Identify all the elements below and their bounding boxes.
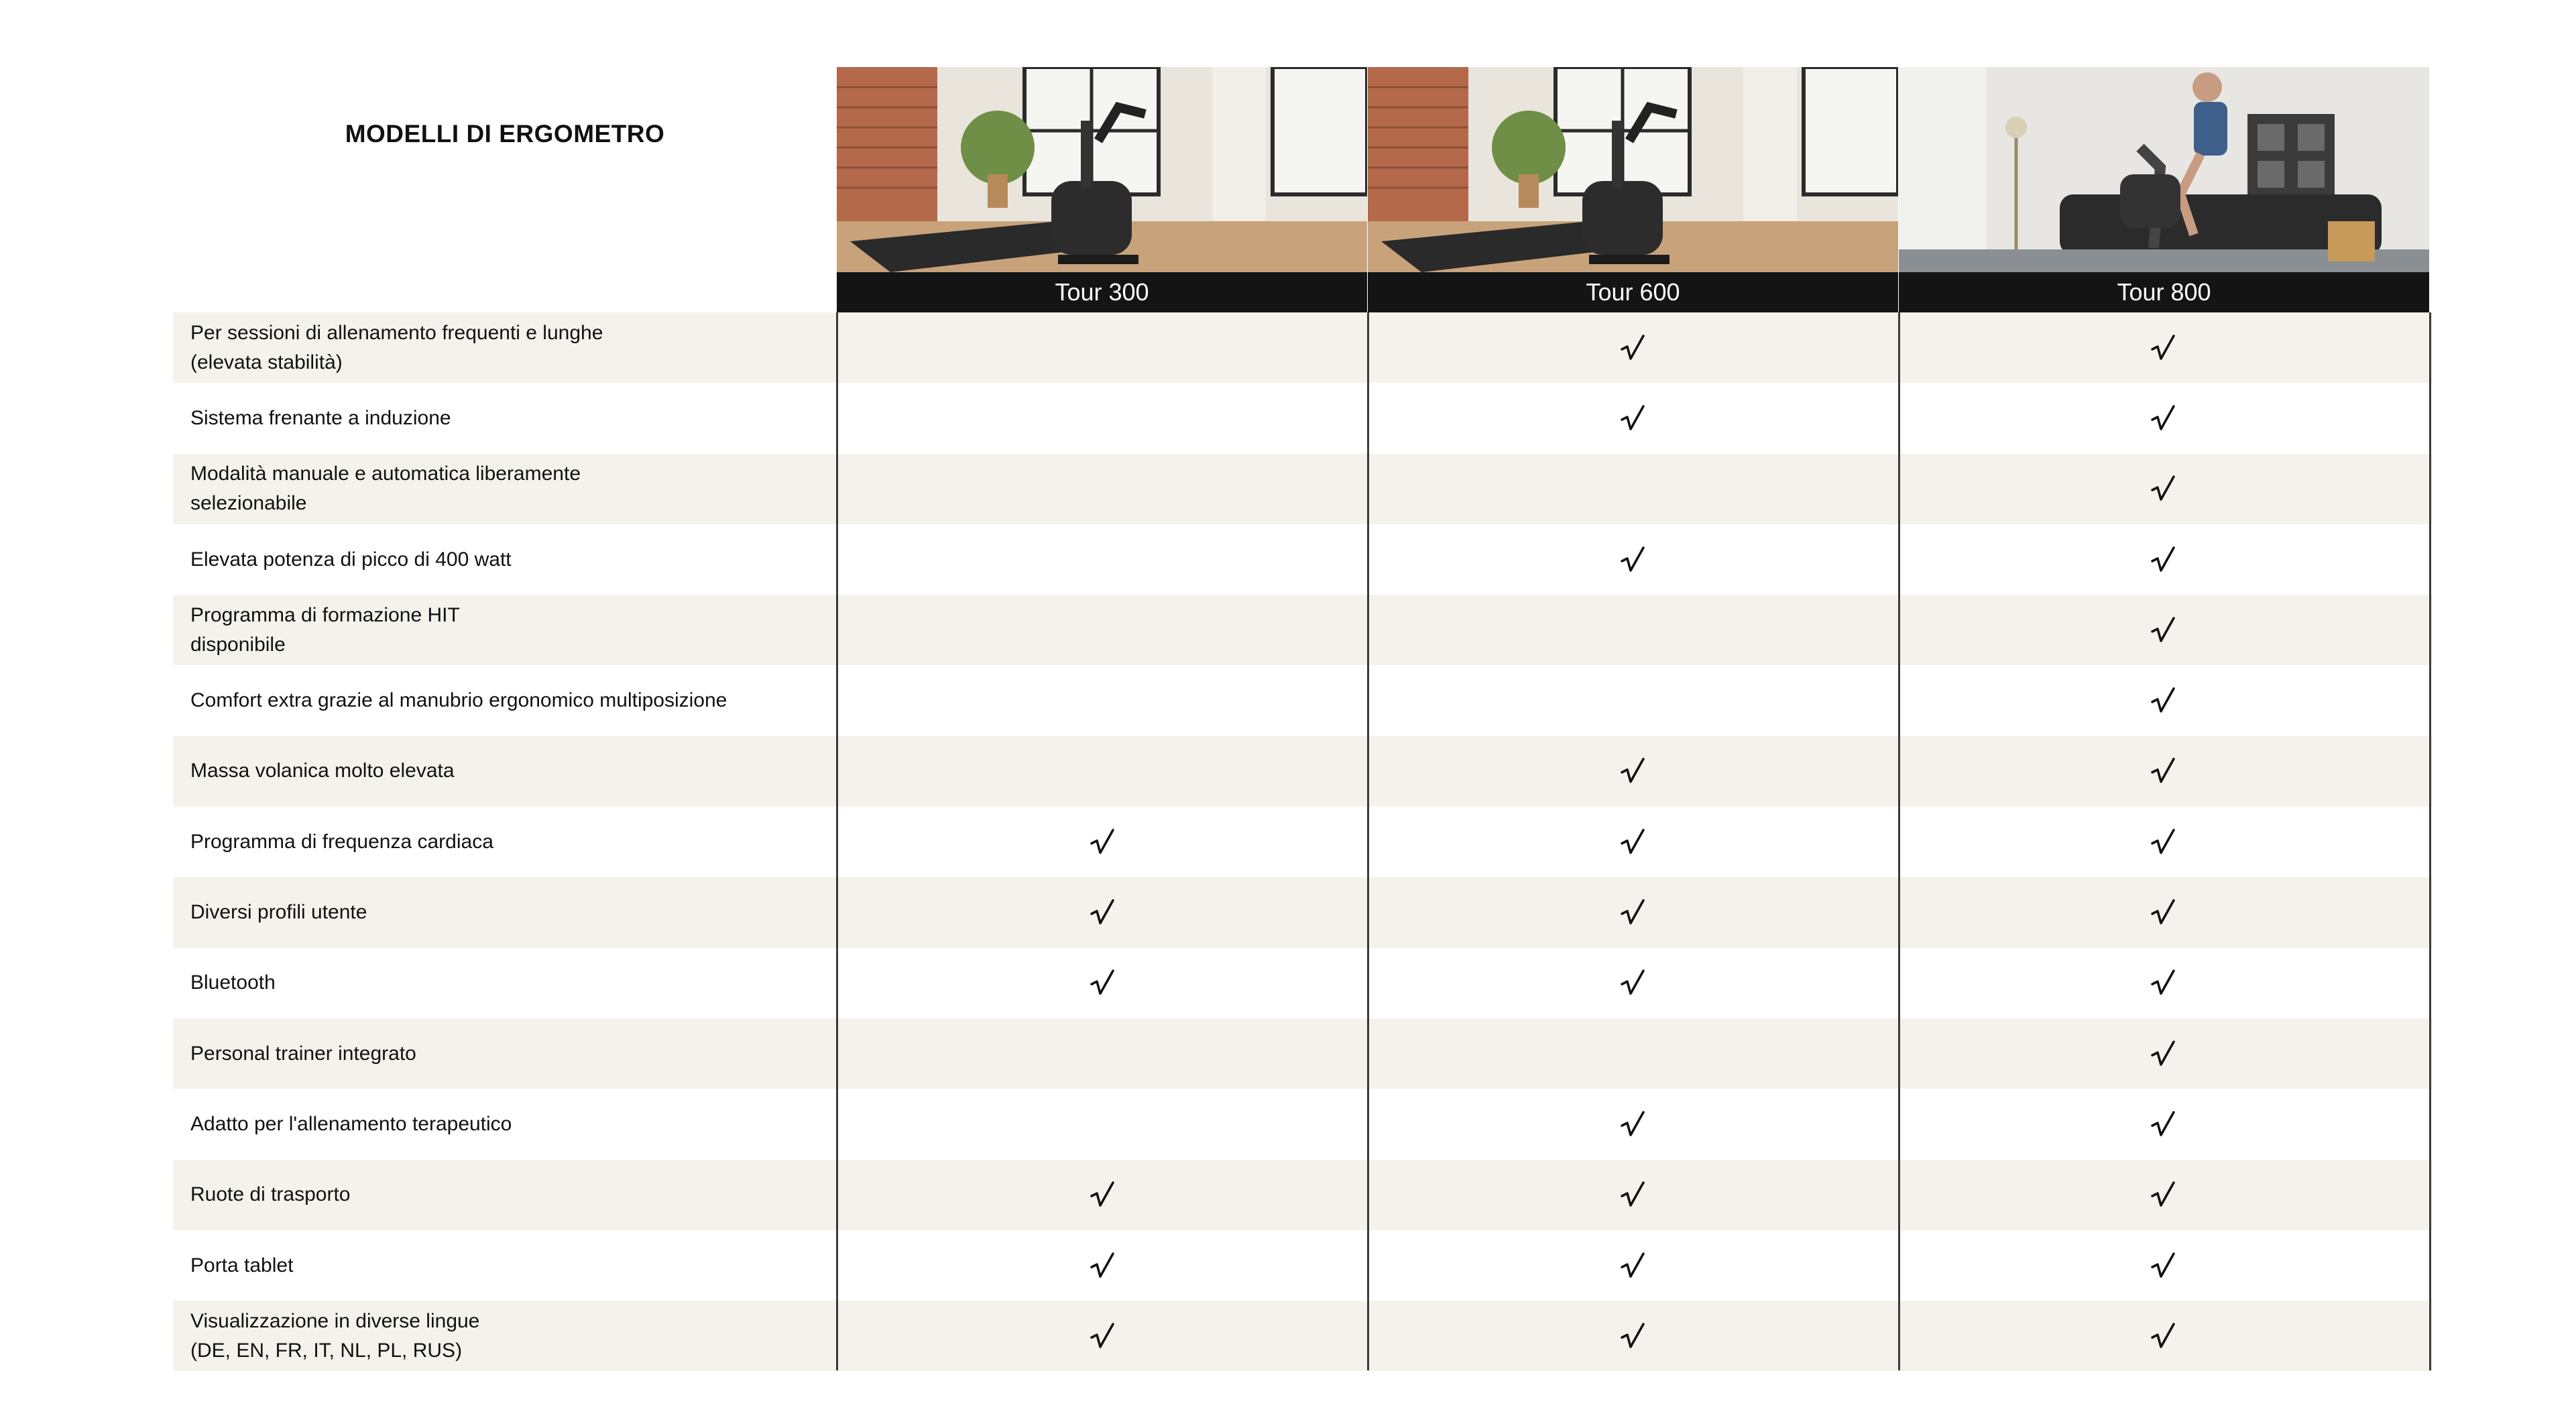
feature-row [173,1301,2433,1371]
checkmark-icon [1618,333,1647,363]
checkmark-icon [2148,686,2178,715]
feature-label: Per sessioni di allenamento frequenti e lunghe (elevata stabilità) [190,321,603,373]
checkmark-icon [2148,545,2178,575]
feature-cell-model-2 [1367,524,1897,595]
checkmark-icon [2148,1321,2178,1351]
feature-label: Elevata potenza di picco di 400 watt [190,548,512,571]
feature-cell-model-1 [837,1018,1367,1089]
feature-row [173,665,2433,735]
checkmark-icon [1088,1180,1117,1209]
model-photo-tour-600 [1368,67,1898,272]
feature-cell-model-2 [1367,383,1897,453]
checkmark-icon [2148,756,2178,786]
feature-label: Diversi profili utente [190,901,367,924]
feature-cell-model-2 [1367,1301,1897,1371]
checkmark-icon [2148,1251,2178,1281]
feature-cell-model-3 [1897,1089,2428,1159]
feature-cell-model-1 [837,524,1367,595]
feature-row [173,807,2433,877]
feature-cell-model-2 [1367,1089,1897,1159]
feature-label: Adatto per l'allenamento terapeutico [190,1112,512,1135]
feature-cell-model-2 [1367,807,1897,877]
feature-cell-model-3 [1897,1018,2428,1089]
feature-cell-model-3 [1897,595,2428,665]
feature-cell-model-3 [1897,877,2428,947]
feature-cell-model-1 [837,454,1367,524]
checkmark-icon [1618,1110,1647,1139]
column-divider [1898,312,1900,1370]
feature-row [173,524,2433,595]
feature-table [173,312,2433,1371]
checkmark-icon [1618,756,1647,786]
feature-label: Bluetooth [190,971,276,994]
feature-cell-model-1 [837,1301,1367,1371]
feature-cell-model-1 [837,665,1367,735]
model-column-tour-300 [837,67,1367,312]
feature-label: Sistema frenante a induzione [190,406,451,429]
feature-label: Personal trainer integrato [190,1042,416,1065]
feature-cell-model-2 [1367,312,1897,383]
feature-cell-model-1 [837,595,1367,665]
checkmark-icon [1618,827,1647,857]
checkmark-icon [1088,898,1117,927]
feature-cell-model-3 [1897,312,2428,383]
feature-cell-model-3 [1897,383,2428,453]
checkmark-icon [1618,1251,1647,1281]
model-name-tour-800: Tour 800 [1899,272,2429,312]
feature-row [173,1160,2433,1230]
checkmark-icon [2148,968,2178,998]
feature-cell-model-3 [1897,454,2428,524]
checkmark-icon [1618,1180,1647,1209]
model-column-tour-600 [1368,67,1898,312]
feature-label: Porta tablet [190,1254,294,1277]
feature-cell-model-3 [1897,736,2428,807]
feature-cell-model-3 [1897,524,2428,595]
checkmark-icon [1088,1251,1117,1281]
column-divider [1367,312,1369,1370]
feature-row [173,736,2433,807]
feature-cell-model-2 [1367,454,1897,524]
model-photo-tour-800 [1899,67,2429,272]
column-divider [2429,312,2431,1370]
page-title: MODELLI DI ERGOMETRO [345,120,665,147]
feature-row [173,1018,2433,1089]
feature-cell-model-3 [1897,807,2428,877]
checkmark-icon [1088,968,1117,998]
feature-label: Programma di formazione HIT disponibile [190,603,460,656]
feature-row [173,454,2433,524]
checkmark-icon [2148,827,2178,857]
feature-cell-model-2 [1367,665,1897,735]
feature-cell-model-1 [837,1089,1367,1159]
feature-cell-model-1 [837,383,1367,453]
checkmark-icon [2148,404,2178,433]
checkmark-icon [1618,1321,1647,1351]
model-name-tour-300: Tour 300 [837,272,1367,312]
feature-row [173,595,2433,665]
feature-cell-model-3 [1897,1301,2428,1371]
feature-label: Ruote di trasporto [190,1183,351,1206]
feature-row [173,948,2433,1018]
feature-cell-model-3 [1897,1160,2428,1230]
checkmark-icon [1618,545,1647,575]
checkmark-icon [1618,968,1647,998]
feature-cell-model-1 [837,1230,1367,1301]
checkmark-icon [2148,1110,2178,1139]
checkmark-icon [1088,827,1117,857]
feature-cell-model-3 [1897,665,2428,735]
model-photo-tour-300 [837,67,1367,272]
feature-cell-model-1 [837,807,1367,877]
feature-cell-model-2 [1367,595,1897,665]
feature-row [173,1089,2433,1159]
feature-cell-model-2 [1367,736,1897,807]
checkmark-icon [1088,1321,1117,1351]
feature-label: Programma di frequenza cardiaca [190,830,493,853]
feature-label: Modalità manuale e automatica liberamente selezionabile [190,463,581,515]
feature-cell-model-2 [1367,1018,1897,1089]
feature-cell-model-1 [837,736,1367,807]
checkmark-icon [2148,474,2178,503]
feature-label: Comfort extra grazie al manubrio ergonomico multiposizione [190,689,727,712]
feature-row [173,1230,2433,1301]
column-divider [836,312,838,1370]
feature-row [173,383,2433,453]
feature-cell-model-2 [1367,1230,1897,1301]
feature-cell-model-2 [1367,948,1897,1018]
feature-cell-model-3 [1897,1230,2428,1301]
feature-label: Visualizzazione in diverse lingue (DE, EN, FR, IT, NL, PL, RUS) [190,1309,480,1362]
feature-cell-model-1 [837,877,1367,947]
feature-cell-model-1 [837,312,1367,383]
feature-label: Massa volanica molto elevata [190,760,455,782]
feature-cell-model-3 [1897,948,2428,1018]
feature-cell-model-1 [837,1160,1367,1230]
checkmark-icon [2148,1180,2178,1209]
checkmark-icon [2148,615,2178,645]
feature-cell-model-2 [1367,877,1897,947]
checkmark-icon [1618,898,1647,927]
model-column-tour-800 [1899,67,2429,312]
checkmark-icon [2148,898,2178,927]
feature-cell-model-1 [837,948,1367,1018]
checkmark-icon [1618,404,1647,433]
feature-row [173,877,2433,947]
model-name-tour-600: Tour 600 [1368,272,1898,312]
feature-cell-model-2 [1367,1160,1897,1230]
checkmark-icon [2148,1039,2178,1069]
checkmark-icon [2148,333,2178,363]
feature-row [173,312,2433,383]
